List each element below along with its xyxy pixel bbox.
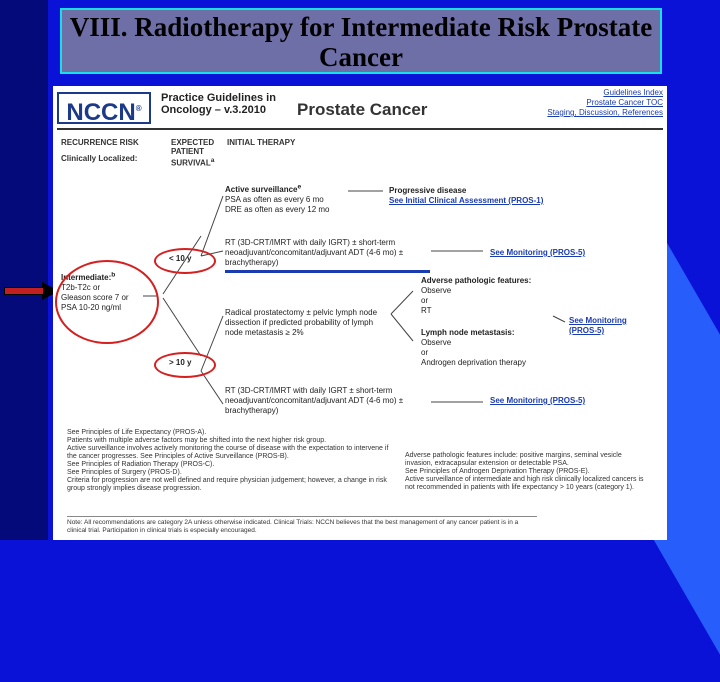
intermediate-item: T2b-T2c or: [61, 282, 101, 292]
slide-title-text: VIII. Radiotherapy for Intermediate Risk Prostate Cancer: [69, 12, 653, 72]
col-recurrence-risk: RECURRENCE RISK: [61, 138, 139, 147]
lymph-node-box: Lymph node metastasis: Observe or Androgen deprivation therapy: [421, 328, 526, 367]
rt-option-short-survival: RT (3D-CRT/IMRT with daily IGRT) ± short-term neoadjuvant/concomitant/adjuvant ADT (4-6 mo) ± brachytherapy): [225, 238, 404, 267]
rt1-underline: [225, 270, 430, 273]
lt10-highlight-circle: [154, 248, 216, 274]
note-footer: Note: All recommendations are category 2A unless otherwise indicated. Clinical Trials: NCCN believes that the best management of any cancer patient is in a clinical trial. Participation in clinical trials is especially encouraged.: [67, 516, 537, 535]
col-initial-therapy: INITIAL THERAPY: [227, 138, 296, 147]
gt10-highlight-circle: [154, 352, 216, 378]
adverse-features-box: Adverse pathologic features: Observe or RT: [421, 276, 532, 315]
footnotes-left: See Principles of Life Expectancy (PROS-A). Patients with multiple adverse factors may be shifted into the next higher risk group. Active surveillance involves actively monitoring the course of disease with the expectation to intervene if the cancer progresses. See Principles of Active Surveillance (PROS-B). See Principles of Radiation Therapy (PROS-C). See Principles of Surgery (PROS-D). Criteria for progression are not well defined and require physician judgement; however, a change in risk group strongly implies disease progression.: [67, 429, 389, 492]
link-monitoring-2[interactable]: See Monitoring (PROS-5): [569, 316, 627, 335]
link-initial-assessment[interactable]: See Initial Clinical Assessment (PROS-1): [389, 196, 544, 205]
col-expected-survival: EXPECTED PATIENT SURVIVAL$^a$: [171, 138, 215, 168]
pointer-arrow-icon: [4, 282, 60, 300]
survival-lt-10: < 10 y: [169, 254, 192, 263]
link-monitoring-3[interactable]: See Monitoring (PROS-5): [490, 396, 586, 405]
as-item: PSA as often as every 6 mo: [225, 194, 324, 204]
footnotes-right: Adverse pathologic features include: positive margins, seminal vesicle invasion, extracapsular extension or detectable PSA. See Principles of Androgen Deprivation Therapy (PROS-E). Active surveillance of intermediate and high risk clinically localized cancers is not recommended in patients with life expectancy > 10 years (category 1).: [405, 452, 644, 491]
rt-option-long-survival: RT (3D-CRT/IMRT with daily IGRT ± short-term neoadjuvant/concomitant/adjuvant ADT (4-6 mo) ± brachytherapy): [225, 386, 404, 415]
as-item: DRE as often as every 12 mo: [225, 204, 330, 214]
disease-title: Prostate Cancer: [297, 100, 428, 119]
link-monitoring-1[interactable]: See Monitoring (PROS-5): [490, 248, 586, 257]
nccn-guideline-page: [53, 86, 667, 540]
link-prostate-toc[interactable]: Prostate Cancer TOC: [586, 98, 663, 107]
guidelines-title: Practice Guidelines in Oncology – v.3.2010: [161, 92, 276, 116]
link-guidelines-index[interactable]: Guidelines Index: [603, 88, 663, 97]
intermediate-item: Gleason score 7 or: [61, 292, 129, 302]
survival-gt-10: > 10 y: [169, 358, 192, 367]
intermediate-highlight-circle: [55, 260, 159, 344]
slide-title: [60, 8, 662, 74]
intermediate-item: PSA 10-20 ng/ml: [61, 302, 122, 312]
clinically-localized-label: Clinically Localized:: [61, 154, 138, 163]
intermediate-risk-box: Intermediate:$^b$ T2b-T2c or Gleason score 7 or PSA 10-20 ng/ml: [61, 270, 156, 313]
link-staging[interactable]: Staging, Discussion, References: [547, 108, 663, 117]
active-surveillance-box: Active surveillance$^e$ PSA as often as every 6 mo DRE as often as every 12 mo: [225, 182, 355, 215]
left-dark-band: [0, 0, 48, 540]
nccn-logo: NCCN®: [57, 92, 151, 124]
progressive-disease-box: Progressive disease See Initial Clinical Assessment (PROS-1): [389, 186, 609, 206]
radical-prostatectomy-box: Radical prostatectomy ± pelvic lymph node dissection if predicted probability of lymph node metastasis ≥ 2%: [225, 308, 378, 337]
